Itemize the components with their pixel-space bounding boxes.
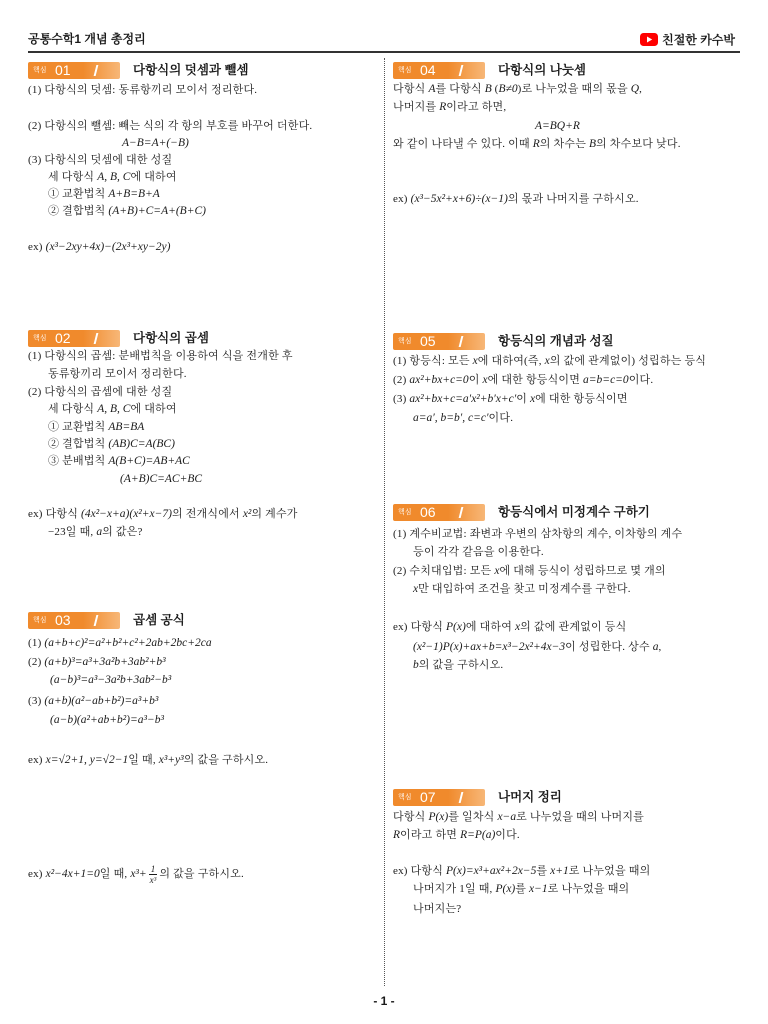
s03-formula-1 bbox=[28, 635, 212, 651]
math-expression: a bbox=[652, 641, 659, 653]
s06-example-cont-2 bbox=[413, 657, 503, 673]
text-run: , bbox=[639, 83, 643, 95]
s06-item-1-cont bbox=[413, 544, 544, 560]
text-run: 이다. bbox=[495, 829, 520, 841]
section-title: 다항식의 곱셈 bbox=[133, 331, 209, 345]
text-run: 로 나누었을 때의 나머지를 bbox=[516, 811, 645, 823]
text-run: ② 결합법칙 bbox=[48, 205, 109, 217]
math-expression: B bbox=[589, 138, 597, 150]
math-expression: x bbox=[472, 355, 478, 367]
s02-item-2 bbox=[28, 384, 172, 400]
s02-commutative bbox=[48, 419, 144, 435]
text-run: 이 성립한다. 상수 bbox=[565, 641, 653, 653]
s05-item-1 bbox=[393, 353, 706, 369]
fraction-numerator: 1 bbox=[149, 864, 158, 875]
math-expression: x³+y³ bbox=[158, 754, 184, 766]
math-expression: (a+b)(a²−ab+b²)=a³+b³ bbox=[44, 695, 159, 707]
section-title: 다항식의 덧셈과 뺄셈 bbox=[133, 63, 249, 77]
text-run: (2) bbox=[28, 656, 45, 668]
badge-label: 핵심 bbox=[398, 67, 412, 74]
badge-divider bbox=[459, 792, 464, 803]
s01-associative bbox=[48, 203, 206, 219]
text-run: 로 나누었을 때의 bbox=[568, 865, 651, 877]
text-run: 세 다항식 bbox=[48, 171, 98, 183]
s04-example bbox=[393, 191, 639, 207]
math-expression: x bbox=[494, 565, 500, 577]
section-number: 01 bbox=[55, 62, 71, 78]
text-run: (1) bbox=[28, 637, 45, 649]
s06-item-1 bbox=[393, 526, 682, 542]
text-run: ex) 다항식 bbox=[393, 621, 447, 633]
math-expression: (x²−1)P(x)+ax+b=x³−2x²+4x−3 bbox=[413, 641, 566, 653]
s06-example-cont-1 bbox=[413, 639, 661, 655]
s02-item-2-desc bbox=[48, 401, 177, 417]
text-run: 다항식 bbox=[393, 811, 429, 823]
s03-formula-2b bbox=[50, 672, 171, 688]
math-expression: x²−4x+1=0 bbox=[45, 868, 100, 880]
section-title: 항등식의 개념과 성질 bbox=[498, 334, 614, 348]
text-run: 나머지가 1일 때, bbox=[413, 883, 496, 895]
text-run: ③ 분배법칙 bbox=[48, 455, 109, 467]
text-run: 에 대해 등식이 성립하므로 몇 개의 bbox=[499, 565, 666, 577]
s01-commutative bbox=[48, 186, 160, 202]
text-run: 의 값에 관계없이) 성립하는 등식 bbox=[549, 355, 707, 367]
text-run: 를 bbox=[536, 865, 551, 877]
text-run: 의 값에 관계없이 등식 bbox=[520, 621, 627, 633]
math-expression: (A+B)+C=A+(B+C) bbox=[108, 205, 206, 217]
s04-text-2 bbox=[393, 99, 506, 115]
s01-item-2 bbox=[28, 118, 312, 134]
text-run: 의 몫과 나머지를 구하시오. bbox=[507, 193, 639, 205]
s06-item-2-cont bbox=[413, 581, 631, 597]
youtube-icon bbox=[640, 33, 658, 46]
text-run: 일 때, bbox=[99, 868, 131, 880]
math-expression: A, B, C bbox=[97, 403, 131, 415]
text-run: 이라고 하면, bbox=[446, 101, 507, 113]
section-number: 05 bbox=[420, 333, 436, 349]
badge-label: 핵심 bbox=[33, 617, 47, 624]
math-expression: B≠0 bbox=[498, 83, 518, 95]
s06-item-2 bbox=[393, 563, 666, 579]
section-title: 항등식에서 미정계수 구하기 bbox=[498, 505, 650, 519]
section-title: 다항식의 나눗셈 bbox=[498, 63, 586, 77]
math-expression: R bbox=[532, 138, 540, 150]
document-title: 공통수학1 개념 총정리 bbox=[28, 32, 146, 46]
math-expression: x² bbox=[242, 508, 252, 520]
math-expression: A bbox=[428, 83, 436, 95]
badge-label: 핵심 bbox=[398, 509, 412, 516]
text-run: ① 교환법칙 bbox=[48, 421, 109, 433]
badge-label: 핵심 bbox=[398, 338, 412, 345]
text-run: 세 다항식 bbox=[48, 403, 98, 415]
text-run: 에 대한 항등식이면 bbox=[487, 374, 584, 386]
channel-name: 친절한 카수박 bbox=[662, 33, 735, 47]
math-expression: A, B, C bbox=[97, 171, 131, 183]
text-run: 등이 각각 같음을 이용한다. bbox=[413, 546, 544, 558]
text-run: 의 값을 구하시오. bbox=[418, 659, 504, 671]
math-expression: (a+b+c)²=a²+b²+c²+2ab+2bc+2ca bbox=[44, 637, 212, 649]
text-run: 와 같이 나타낼 수 있다. 이때 bbox=[393, 138, 533, 150]
section-number: 04 bbox=[420, 62, 436, 78]
math-expression: A+B=B+A bbox=[108, 188, 160, 200]
s01-formula bbox=[122, 135, 189, 151]
math-expression: R=P(a) bbox=[460, 829, 496, 841]
badge-divider bbox=[459, 507, 464, 518]
text-run: 의 값은? bbox=[102, 526, 143, 538]
math-expression: P(x)=x³+ax²+2x−5 bbox=[446, 865, 537, 877]
text-run: 의 값을 구하시오. bbox=[183, 754, 269, 766]
s02-distributive bbox=[48, 453, 190, 469]
s04-formula bbox=[535, 118, 580, 134]
s07-text-2 bbox=[393, 827, 520, 843]
section-badge bbox=[393, 333, 485, 350]
fraction bbox=[149, 864, 158, 885]
s04-text-1 bbox=[393, 81, 642, 97]
text-run: 일 때, bbox=[128, 754, 159, 766]
text-run: 이다. bbox=[488, 412, 514, 424]
s01-item-3 bbox=[28, 152, 172, 168]
text-run: 이다. bbox=[628, 374, 654, 386]
s04-text-3 bbox=[393, 136, 681, 152]
math-expression: (4x²−x+a)(x²+x−7) bbox=[81, 508, 172, 520]
math-expression: x bbox=[482, 374, 488, 386]
math-expression: (x³−5x²+x+6)÷(x−1) bbox=[410, 193, 508, 205]
math-expression: (a−b)³=a³−3a²b+3ab²−b³ bbox=[50, 674, 172, 686]
header-rule bbox=[28, 51, 740, 53]
s07-example-cont-1 bbox=[413, 881, 629, 897]
text-run: 의 차수보다 낮다. bbox=[596, 138, 681, 150]
text-run: 의 전개식에서 bbox=[171, 508, 243, 520]
math-expression: x−a bbox=[497, 811, 517, 823]
s05-item-3 bbox=[393, 391, 628, 407]
s07-example bbox=[393, 863, 650, 879]
text-run: ex) bbox=[28, 754, 46, 766]
math-expression: ax²+bx+c=a′x²+b′x+c′ bbox=[409, 393, 517, 405]
section-number: 06 bbox=[420, 504, 436, 520]
s02-example-cont bbox=[48, 524, 143, 540]
math-expression: ax²+bx+c=0 bbox=[409, 374, 469, 386]
text-run: 를 bbox=[515, 883, 530, 895]
math-expression: R bbox=[439, 101, 447, 113]
text-run: 에 대한 항등식이면 bbox=[535, 393, 628, 405]
section-badge bbox=[393, 789, 485, 806]
text-run: ex) 다항식 bbox=[28, 508, 82, 520]
math-expression: (a+b)³=a³+3a²b+3ab²+b³ bbox=[44, 656, 166, 668]
math-expression: Q bbox=[630, 83, 640, 95]
text-run: 이 bbox=[468, 374, 483, 386]
text-run: ex) bbox=[28, 241, 46, 253]
s01-item-3-desc bbox=[48, 169, 177, 185]
math-expression: AB=BA bbox=[108, 421, 145, 433]
badge-divider bbox=[459, 65, 464, 76]
text-run: (3) 다항식의 덧셈에 대한 성질 bbox=[28, 154, 173, 166]
text-run: )로 나누었을 때의 몫을 bbox=[517, 83, 631, 95]
text-run: (2) bbox=[393, 374, 410, 386]
section-badge bbox=[28, 330, 120, 347]
text-run: 만 대입하여 조건을 찾고 미정계수를 구한다. bbox=[418, 583, 631, 595]
section-badge bbox=[28, 612, 120, 629]
s02-distributive-cont bbox=[120, 471, 202, 487]
math-expression: x bbox=[413, 583, 419, 595]
badge-divider bbox=[94, 333, 99, 344]
s05-item-3-cont bbox=[413, 410, 513, 426]
badge-label: 핵심 bbox=[33, 335, 47, 342]
math-expression: x bbox=[530, 393, 536, 405]
text-run: (1) 다항식의 곱셈: 분배법칙을 이용하여 식을 전개한 후 bbox=[28, 350, 293, 362]
section-badge bbox=[28, 62, 120, 79]
text-run: ( bbox=[491, 83, 499, 95]
text-run: , bbox=[658, 641, 662, 653]
math-expression: x+1 bbox=[550, 865, 569, 877]
badge-divider bbox=[459, 336, 464, 347]
text-run: ex) 다항식 bbox=[393, 865, 447, 877]
section-number: 02 bbox=[55, 330, 71, 346]
section-title: 나머지 정리 bbox=[498, 790, 562, 804]
s01-example bbox=[28, 239, 170, 255]
math-expression: (AB)C=A(BC) bbox=[108, 438, 175, 450]
s02-item-1-cont bbox=[48, 366, 187, 382]
text-run: 의 값을 구하시오. bbox=[159, 868, 244, 880]
s03-formula-2 bbox=[28, 654, 166, 670]
section-title: 곱셈 공식 bbox=[133, 613, 185, 627]
math-expression: x bbox=[515, 621, 521, 633]
text-run: (1) 다항식의 덧셈: 동류항끼리 모이서 정리한다. bbox=[28, 84, 258, 96]
text-run: 나머지를 bbox=[393, 101, 440, 113]
s03-example-1 bbox=[28, 752, 268, 768]
text-run: 동류항끼리 모이서 정리한다. bbox=[48, 368, 187, 380]
text-run: (1) 항등식: 모든 bbox=[393, 355, 473, 367]
s02-example bbox=[28, 506, 298, 522]
text-run: (1) 계수비교법: 좌변과 우변의 삼차항의 계수, 이차항의 계수 bbox=[393, 528, 683, 540]
text-run: 를 다항식 bbox=[435, 83, 485, 95]
math-expression: (x³−2xy+4x)−(2x³+xy−2y) bbox=[45, 241, 171, 253]
s01-item-1 bbox=[28, 82, 257, 98]
text-run: ex) bbox=[393, 193, 411, 205]
math-expression: (A+B)C=AC+BC bbox=[120, 473, 203, 485]
s03-example-2 bbox=[28, 863, 244, 885]
math-expression: x³+ bbox=[130, 868, 147, 880]
text-run: −23일 때, bbox=[48, 526, 97, 538]
column-divider bbox=[384, 58, 385, 986]
text-run: 에 대하여 bbox=[465, 621, 516, 633]
badge-label: 핵심 bbox=[33, 67, 47, 74]
math-expression: a bbox=[96, 526, 103, 538]
s06-example bbox=[393, 619, 626, 635]
text-run: 다항식 bbox=[393, 83, 429, 95]
s07-text-1 bbox=[393, 809, 644, 825]
math-expression: b bbox=[413, 659, 419, 671]
math-expression: P(x) bbox=[428, 811, 449, 823]
math-expression: A=BQ+R bbox=[535, 120, 580, 132]
text-run: (2) 다항식의 뺄셈: 빼는 식의 각 항의 부호를 바꾸어 더한다. bbox=[28, 120, 313, 132]
text-run: 에 대하여(즉, bbox=[477, 355, 545, 367]
fraction-denominator: x³ bbox=[149, 874, 157, 885]
text-run: (2) 다항식의 곱셈에 대한 성질 bbox=[28, 386, 173, 398]
text-run: 에 대하여 bbox=[130, 171, 177, 183]
math-expression: R bbox=[393, 829, 401, 841]
text-run: 를 일차식 bbox=[448, 811, 498, 823]
math-expression: x−1 bbox=[529, 883, 548, 895]
badge-divider bbox=[94, 65, 99, 76]
math-expression: a=b=c=0 bbox=[583, 374, 629, 386]
text-run: 의 계수가 bbox=[251, 508, 298, 520]
s03-formula-3 bbox=[28, 693, 158, 709]
text-run: 에 대하여 bbox=[130, 403, 177, 415]
badge-divider bbox=[94, 615, 99, 626]
math-expression: (a−b)(a²+ab+b²)=a³−b³ bbox=[50, 714, 164, 726]
text-run: 나머지는? bbox=[413, 903, 462, 915]
s02-item-1 bbox=[28, 348, 293, 364]
section-number: 03 bbox=[55, 612, 71, 628]
math-expression: A(B+C)=AB+AC bbox=[108, 455, 190, 467]
math-expression: x bbox=[544, 355, 550, 367]
text-run: (3) bbox=[393, 393, 410, 405]
section-number: 07 bbox=[420, 789, 436, 805]
math-expression: P(x) bbox=[495, 883, 516, 895]
badge-label: 핵심 bbox=[398, 794, 412, 801]
text-run: 로 나누었을 때의 bbox=[547, 883, 630, 895]
math-expression: A−B=A+(−B) bbox=[122, 137, 189, 149]
s05-item-2 bbox=[393, 372, 653, 388]
text-run: 의 차수는 bbox=[539, 138, 589, 150]
page-number: - 1 - bbox=[373, 994, 395, 1008]
s07-example-cont-2 bbox=[413, 901, 461, 917]
text-run: (2) 수치대입법: 모든 bbox=[393, 565, 495, 577]
math-expression: P(x) bbox=[446, 621, 466, 633]
text-run: 이 bbox=[516, 393, 531, 405]
channel-brand bbox=[640, 31, 735, 48]
text-run: ex) bbox=[28, 868, 46, 880]
s03-formula-3b bbox=[50, 712, 164, 728]
text-run: ② 결합법칙 bbox=[48, 438, 109, 450]
section-badge bbox=[393, 504, 485, 521]
text-run: ① 교환법칙 bbox=[48, 188, 109, 200]
math-expression: a=a′, b=b′, c=c′ bbox=[413, 412, 489, 424]
section-badge bbox=[393, 62, 485, 79]
text-run: 이라고 하면 bbox=[400, 829, 461, 841]
math-expression: x=√2+1, y=√2−1 bbox=[45, 754, 129, 766]
s02-associative bbox=[48, 436, 175, 452]
math-expression: B bbox=[484, 83, 492, 95]
text-run: (3) bbox=[28, 695, 45, 707]
